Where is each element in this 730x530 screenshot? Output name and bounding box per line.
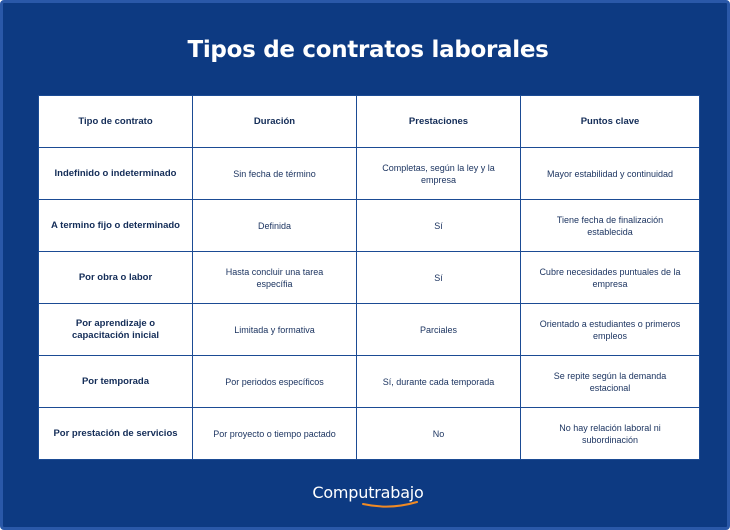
duration-cell: Sin fecha de término bbox=[193, 148, 357, 200]
key-points-cell: Se repite según la demanda estacional bbox=[521, 356, 700, 408]
table-row bbox=[39, 304, 700, 356]
contract-type-cell: Por aprendizaje o capacitación inicial bbox=[39, 304, 193, 356]
table-row bbox=[39, 148, 700, 200]
benefits-cell: Sí bbox=[357, 200, 521, 252]
key-points-cell: Mayor estabilidad y continuidad bbox=[521, 148, 700, 200]
key-points-cell: Orientado a estudiantes o primeros empleos bbox=[521, 304, 700, 356]
duration-cell: Hasta concluir una tarea específia bbox=[193, 252, 357, 304]
benefits-cell: Completas, según la ley y la empresa bbox=[357, 148, 521, 200]
column-header-prestaciones: Prestaciones bbox=[357, 96, 521, 148]
contracts-table bbox=[38, 95, 700, 460]
key-points-cell: No hay relación laboral ni subordinación bbox=[521, 408, 700, 460]
duration-cell: Por periodos específicos bbox=[193, 356, 357, 408]
table-header-row bbox=[39, 96, 700, 148]
key-points-cell: Tiene fecha de finalización establecida bbox=[521, 200, 700, 252]
benefits-cell: Sí, durante cada temporada bbox=[357, 356, 521, 408]
swoosh-underline-icon bbox=[362, 501, 418, 509]
computrabajo-logo bbox=[3, 483, 730, 503]
table-row bbox=[39, 200, 700, 252]
duration-cell: Por proyecto o tiempo pactado bbox=[193, 408, 357, 460]
column-header-puntos-clave: Puntos clave bbox=[521, 96, 700, 148]
key-points-cell: Cubre necesidades puntuales de la empresa bbox=[521, 252, 700, 304]
table-row bbox=[39, 408, 700, 460]
benefits-cell: No bbox=[357, 408, 521, 460]
benefits-cell: Parciales bbox=[357, 304, 521, 356]
table-row bbox=[39, 356, 700, 408]
contract-type-cell: A termino fijo o determinado bbox=[39, 200, 193, 252]
duration-cell: Definida bbox=[193, 200, 357, 252]
benefits-cell: Sí bbox=[357, 252, 521, 304]
contract-type-cell: Indefinido o indeterminado bbox=[39, 148, 193, 200]
duration-cell: Limitada y formativa bbox=[193, 304, 357, 356]
contract-type-cell: Por prestación de servicios bbox=[39, 408, 193, 460]
table-row bbox=[39, 252, 700, 304]
column-header-duracion: Duración bbox=[193, 96, 357, 148]
contract-type-cell: Por obra o labor bbox=[39, 252, 193, 304]
contract-type-cell: Por temporada bbox=[39, 356, 193, 408]
page-title: Tipos de contratos laborales bbox=[187, 37, 549, 63]
logo-text: Computrabajo bbox=[312, 483, 424, 502]
column-header-tipo: Tipo de contrato bbox=[39, 96, 193, 148]
